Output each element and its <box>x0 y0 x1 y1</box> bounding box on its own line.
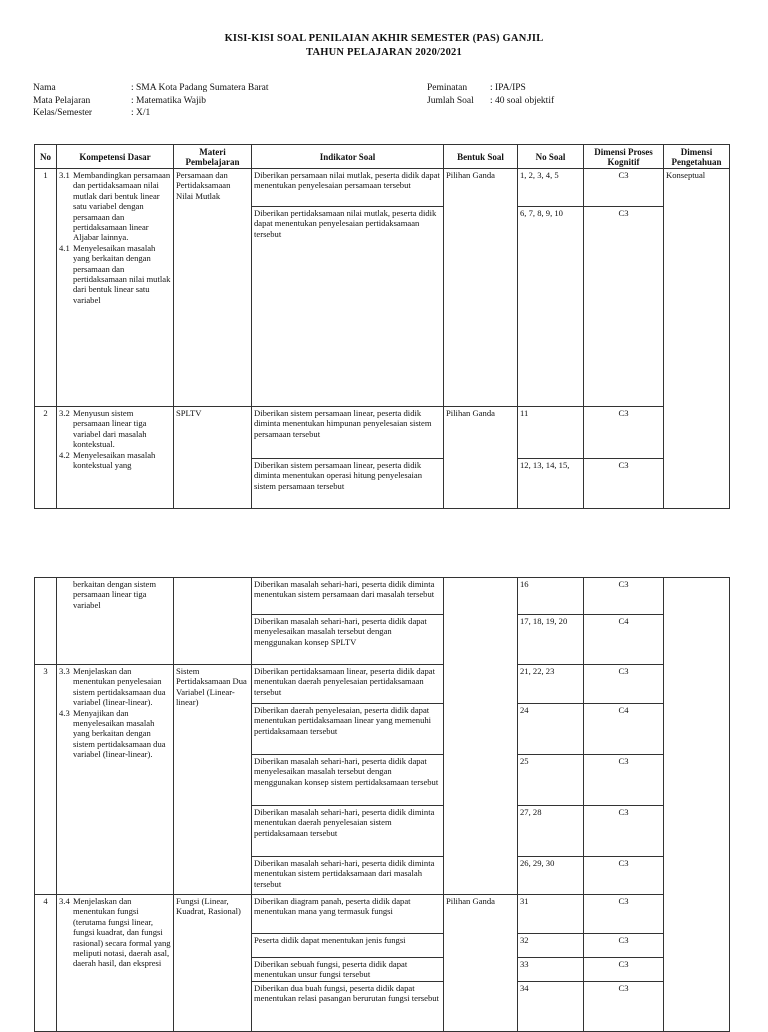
materi-cell: Fungsi (Linear, Kuadrat, Rasional) <box>174 895 252 1032</box>
kd-text: Menyelesaikan masalah yang berkaitan dengan persamaan dan pertidaksamaan nilai mutlak dari bentuk linear satu variabel <box>73 242 171 305</box>
kd-number: 3.4 <box>59 896 70 906</box>
dimensi-proses-cell: C3 <box>584 934 664 958</box>
jumlah-value: : 40 soal objektif <box>490 95 555 106</box>
header-indikator: Indikator Soal <box>252 145 444 169</box>
indikator-cell: Diberikan masalah sehari-hari, peserta didik dapat menyelesaikan masalah tersebut dengan menggunakan konsep sistem pertidaksamaan tersebut <box>252 755 444 806</box>
header-no: No <box>35 145 57 169</box>
mapel-label: Mata Pelajaran <box>33 95 91 106</box>
indikator-cell: Diberikan masalah sehari-hari, peserta didik diminta menentukan sistem persamaan dari masalah tersebut <box>252 578 444 615</box>
indikator-cell: Diberikan dua buah fungsi, peserta didik dapat menentukan relasi pasangan berurutan fungsi tersebut <box>252 982 444 1032</box>
no-soal-cell: 34 <box>518 982 584 1032</box>
peminatan-label: Peminatan <box>427 83 468 93</box>
bentuk-soal-cell: Pilihan Ganda <box>444 895 518 1032</box>
header-bentuk: Bentuk Soal <box>444 145 518 169</box>
indikator-cell: Diberikan masalah sehari-hari, peserta didik diminta menentukan sistem pertidaksamaan dari masalah tersebut <box>252 857 444 895</box>
header-materi: Materi Pembelajaran <box>174 145 252 169</box>
table-row <box>35 578 730 615</box>
materi-cell: SPLTV <box>174 407 252 509</box>
header-dimensi-pengetahuan: Dimensi Pengetahuan <box>664 145 730 169</box>
table-row <box>35 407 730 459</box>
indikator-cell: Diberikan pertidaksamaan nilai mutlak, peserta didik dapat menentukan penyelesaian pertidaksamaan tersebut <box>252 207 444 407</box>
dimensi-proses-cell: C3 <box>584 665 664 704</box>
kd-text: Membandingkan persamaan dan pertidaksamaan nilai mutlak dari bentuk linear satu variabel dengan persamaan dan pertidaksamaan linear Aljabar lainnya. <box>73 170 171 243</box>
peminatan-value: : IPA/IPS <box>490 83 526 93</box>
table-row <box>35 169 730 207</box>
dimensi-proses-cell: C3 <box>584 578 664 615</box>
header-dimensi-proses: Dimensi Proses Kognitif <box>584 145 664 169</box>
kisi-table-page2 <box>34 577 730 1032</box>
materi-cell: Sistem Pertidaksamaan Dua Variabel (Linear-linear) <box>174 665 252 895</box>
dimensi-pengetahuan-cell: Konseptual <box>664 169 730 509</box>
no-soal-cell: 1, 2, 3, 4, 5 <box>518 169 584 207</box>
dimensi-proses-cell: C4 <box>584 615 664 665</box>
dimensi-proses-cell: C3 <box>584 207 664 407</box>
indikator-cell: Diberikan masalah sehari-hari, peserta didik diminta menentukan daerah penyelesaian sistem pertidaksamaan tersebut <box>252 806 444 857</box>
kompetensi-dasar-cell <box>57 665 174 895</box>
kompetensi-dasar-cell <box>57 407 174 509</box>
info-left <box>33 82 268 120</box>
row-number: 1 <box>35 169 57 407</box>
bentuk-soal-cell: Pilihan Ganda <box>444 407 518 509</box>
no-soal-cell: 16 <box>518 578 584 615</box>
kd-number: 3.3 <box>59 666 70 676</box>
no-soal-cell: 11 <box>518 407 584 459</box>
kompetensi-dasar-cell: berkaitan dengan sistem persamaan linear tiga variabel <box>57 578 174 665</box>
no-soal-cell: 24 <box>518 704 584 755</box>
kd-text: Menjelaskan dan menentukan fungsi (terutama fungsi linear, fungsi kuadrat, dan fungsi rasional) secara formal yang meliputi notasi, daerah asal, daerah hasil, dan ekspresi <box>73 896 171 969</box>
bentuk-soal-cell <box>444 578 518 895</box>
row-number: 2 <box>35 407 57 509</box>
header-kd: Kompetensi Dasar <box>57 145 174 169</box>
kompetensi-dasar-cell <box>57 895 174 1032</box>
kelas-value: : X/1 <box>131 108 151 118</box>
no-soal-cell: 21, 22, 23 <box>518 665 584 704</box>
header-row <box>35 145 730 169</box>
indikator-cell: Diberikan sistem persamaan linear, peserta didik diminta menentukan operasi hitung penyelesaian sistem persamaan tersebut <box>252 459 444 509</box>
dimensi-proses-cell: C3 <box>584 407 664 459</box>
no-soal-cell: 31 <box>518 895 584 934</box>
no-soal-cell: 17, 18, 19, 20 <box>518 615 584 665</box>
kd-number: 4.2 <box>59 449 70 460</box>
dimensi-proses-cell: C4 <box>584 704 664 755</box>
row-number: 3 <box>35 665 57 895</box>
kd-text: Menyajikan dan menyelesaikan masalah yang berkaitan dengan sistem pertidaksamaan dua variabel (linear-linear). <box>73 707 166 760</box>
info-right <box>427 82 554 107</box>
kisi-table-page1 <box>34 144 730 509</box>
dimensi-proses-cell: C3 <box>584 895 664 934</box>
dimensi-pengetahuan-cell <box>664 578 730 1032</box>
indikator-cell: Diberikan sistem persamaan linear, peserta didik diminta menentukan himpunan penyelesaian sistem persamaan tersebut <box>252 407 444 459</box>
dimensi-proses-cell: C3 <box>584 958 664 982</box>
table-row <box>35 665 730 704</box>
header-nosoal: No Soal <box>518 145 584 169</box>
dimensi-proses-cell: C3 <box>584 459 664 509</box>
dimensi-proses-cell: C3 <box>584 982 664 1032</box>
kd-number: 3.1 <box>59 170 70 180</box>
kd-text: Menjelaskan dan menentukan penyelesaian sistem pertidaksamaan dua variabel (linear-linear). <box>73 666 166 708</box>
no-soal-cell: 26, 29, 30 <box>518 857 584 895</box>
indikator-cell: Diberikan masalah sehari-hari, peserta didik dapat menyelesaikan masalah tersebut dengan menggunakan konsep SPLTV <box>252 615 444 665</box>
no-soal-cell: 27, 28 <box>518 806 584 857</box>
indikator-cell: Peserta didik dapat menentukan jenis fungsi <box>252 934 444 958</box>
indikator-cell: Diberikan daerah penyelesaian, peserta didik dapat menentukan pertidaksamaan linear yang memenuhi pertidaksamaan tersebut <box>252 704 444 755</box>
indikator-cell: Diberikan pertidaksamaan linear, peserta didik dapat menentukan daerah penyelesaian pertidaksamaan tersebut <box>252 665 444 704</box>
dimensi-proses-cell: C3 <box>584 755 664 806</box>
row-number <box>35 578 57 665</box>
no-soal-cell: 6, 7, 8, 9, 10 <box>518 207 584 407</box>
document-title: KISI-KISI SOAL PENILAIAN AKHIR SEMESTER (PAS) GANJIL <box>224 33 544 44</box>
kelas-label: Kelas/Semester <box>33 108 93 118</box>
materi-cell: Persamaan dan Pertidaksamaan Nilai Mutlak <box>174 169 252 407</box>
indikator-cell: Diberikan persamaan nilai mutlak, peserta didik dapat menentukan penyelesaian persamaan tersebut <box>252 169 444 207</box>
kd-number: 3.2 <box>59 408 70 418</box>
mapel-value: : Matematika Wajib <box>131 95 207 106</box>
kd-text: Menyelesaikan masalah kontekstual yang <box>73 449 156 471</box>
document-subtitle: TAHUN PELAJARAN 2020/2021 <box>306 47 462 58</box>
no-soal-cell: 33 <box>518 958 584 982</box>
dimensi-proses-cell: C3 <box>584 169 664 207</box>
dimensi-proses-cell: C3 <box>584 857 664 895</box>
dimensi-proses-cell: C3 <box>584 806 664 857</box>
table-row <box>35 895 730 934</box>
indikator-cell: Diberikan sebuah fungsi, peserta didik dapat menentukan unsur fungsi tersebut <box>252 958 444 982</box>
bentuk-soal-cell: Pilihan Ganda <box>444 169 518 407</box>
materi-cell <box>174 578 252 665</box>
kompetensi-dasar-cell <box>57 169 174 407</box>
jumlah-label: Jumlah Soal <box>427 95 474 106</box>
kd-number: 4.3 <box>59 707 70 718</box>
no-soal-cell: 25 <box>518 755 584 806</box>
nama-label: Nama <box>33 83 56 93</box>
nama-value: : SMA Kota Padang Sumatera Barat <box>131 83 269 93</box>
no-soal-cell: 12, 13, 14, 15, <box>518 459 584 509</box>
row-number: 4 <box>35 895 57 1032</box>
no-soal-cell: 32 <box>518 934 584 958</box>
kd-number: 4.1 <box>59 242 70 253</box>
kd-text: Menyusun sistem persamaan linear tiga variabel dari masalah kontekstual. <box>73 408 147 450</box>
indikator-cell: Diberikan diagram panah, peserta didik dapat menentukan mana yang termasuk fungsi <box>252 895 444 934</box>
